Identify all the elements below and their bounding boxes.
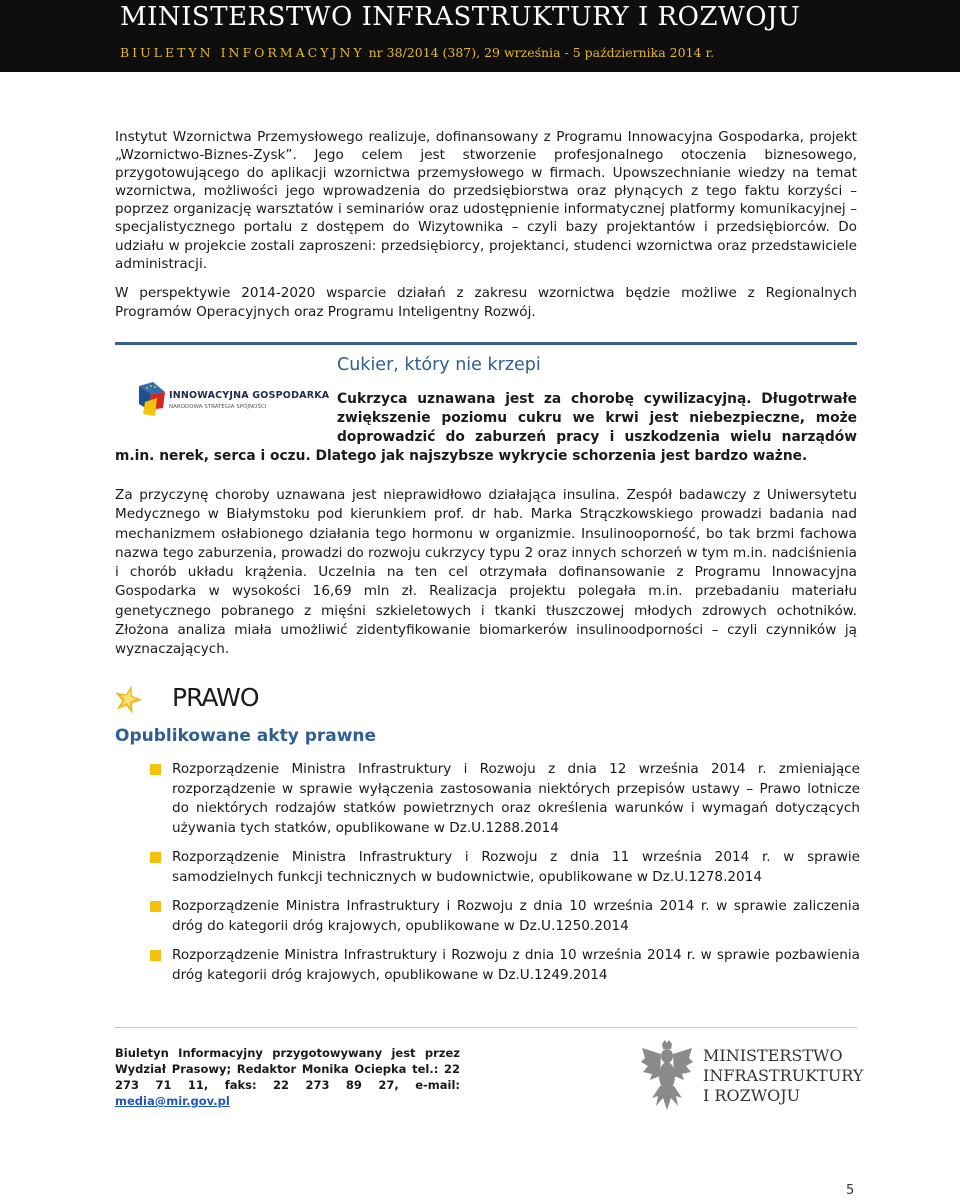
legal-act-text: Rozporządzenie Ministra Infrastruktury i Rozwoju z dnia 11 września 2014 r. w sprawie samodzielnych funkcji technicznych w budownictwie, opublikowane w Dz.U.1278.2014: [172, 849, 860, 885]
list-item: [150, 760, 860, 838]
ministry-logo-line-1: MINISTERSTWO: [703, 1046, 843, 1065]
ig-logo-subtitle: NARODOWA STRATEGIA SPÓJNOŚCI: [169, 404, 267, 410]
list-item: [150, 848, 860, 887]
square-bullet-icon: [150, 764, 161, 775]
footer-info-text: Biuletyn Informacyjny przygotowywany jest przez Wydział Prasowy; Redaktor Monika Ociepka tel.: 22 273 71 11, faks: 22 273 89 27, e-mail:: [115, 1046, 460, 1092]
header-bar: [0, 0, 960, 72]
square-bullet-icon: [150, 852, 161, 863]
footer-divider: [115, 1027, 857, 1028]
email-link[interactable]: media@mir.gov.pl: [115, 1094, 230, 1108]
intro-paragraph: Instytut Wzornictwa Przemysłowego realizuje, dofinansowany z Programu Innowacyjna Gospodarka, projekt „Wzornictwo-Biznes-Zysk”. Jego celem jest stworzenie profesjonalnego otoczenia biznesowego, przygotowującego do aplikacji wzornictwa przemysłowego w firmach. Upowszechnianie wiedzy na temat wzornictwa, możliwości jego wprowadzenia do przedsiębiorstwa oraz płynących z tego faktu korzyści – poprzez organizację warsztatów i seminariów oraz udostępnienie informatycznej platformy komunikacyjnej – specjalistycznego portalu z dostępem do Wizytownika – czyli bazy projektantów i przedsiębiorców. Do udziału w projekcie zostali zaproszeni: przedsiębiorcy, projektanci, studenci wzornictwa oraz przedstawiciele administracji.: [115, 129, 857, 272]
ig-logo-name: INNOWACYJNA GOSPODARKA: [169, 390, 330, 401]
eagle-emblem-icon: [640, 1040, 694, 1114]
article-body: Za przyczynę choroby uznawana jest nieprawidłowo działająca insulina. Zespół badawczy z Uniwersytetu Medycznego w Białymstoku pod kierunkiem prof. dr hab. Marka Strączkowskiego prowadzi badania nad mechanizmem osłabionego działania tego hormonu w organizmie. Insulinooporność, bo tak brzmi fachowa nazwa tego zaburzenia, prowadzi do rozwoju cukrzycy typu 2 oraz innych schorzeń w tym m.in. nadciśnienia i chorób układu krążenia. Uczelnia na ten cel otrzymała dofinansowanie z Programu Innowacyjna Gospodarka w wysokości 16,69 mln zł. Realizacja projektu polegała m.in. przebadaniu materiału genetycznego pobranego z mięśni szkieletowych i tkanki tłuszczowej młodych zdrowych ochotników. Złożona analiza miała umożliwić zidentyfikowanie biomarkerów insulinoodporności – czyli czynników ją wyznaczających.: [115, 487, 857, 658]
square-bullet-icon: [150, 950, 161, 961]
star-icon: [113, 684, 143, 714]
bulletin-issue-line: [120, 45, 714, 60]
legal-act-text: Rozporządzenie Ministra Infrastruktury i Rozwoju z dnia 10 września 2014 r. w sprawie pozbawienia dróg kategorii dróg krajowych, opublikowane w Dz.U.1249.2014: [172, 947, 860, 983]
legal-act-text: Rozporządzenie Ministra Infrastruktury i Rozwoju z dnia 12 września 2014 r. zmieniające rozporządzenie w sprawie wyłączenia zastosowania niektórych przepisów ustawy – Prawo lotnicze do niektórych rodzajów statków powietrznych oraz określenia warunków i wymagań dotyczących używania tych statków, opublikowane w Dz.U.1288.2014: [172, 761, 860, 836]
ministry-footer-logo: [703, 1046, 873, 1106]
legal-acts-list: [150, 760, 860, 995]
legal-act-text: Rozporządzenie Ministra Infrastruktury i Rozwoju z dnia 10 września 2014 r. w sprawie zaliczenia dróg do kategorii dróg krajowych, opublikowane w Dz.U.1250.2014: [172, 898, 860, 934]
page-number: 5: [846, 1183, 855, 1198]
law-section-title: PRAWO: [172, 683, 259, 712]
article-lead: [115, 390, 857, 466]
ministry-logo-line-3: I ROZWOJU: [703, 1086, 801, 1105]
ministry-title: MINISTERSTWO INFRASTRUKTURY I ROZWOJU: [120, 2, 801, 32]
bulletin-issue: nr 38/2014 (387), 29 września - 5 października 2014 r.: [368, 45, 715, 60]
ministry-logo-line-2: INFRASTRUKTURY: [703, 1066, 864, 1085]
perspective-paragraph: W perspektywie 2014-2020 wsparcie działań z zakresu wzornictwa będzie możliwe z Regionalnych Programów Operacyjnych oraz Programu Inteligentny Rozwój.: [115, 285, 857, 320]
bulletin-label: BIULETYN INFORMACYJNY: [120, 45, 365, 60]
published-acts-heading: Opublikowane akty prawne: [115, 726, 377, 746]
footer-info: [115, 1045, 460, 1109]
square-bullet-icon: [150, 901, 161, 912]
list-item: [150, 897, 860, 936]
list-item: [150, 946, 860, 985]
article-lead-text: Cukrzyca uznawana jest za chorobę cywilizacyjną. Długotrwałe zwiększenie poziomu cukru we krwi jest niebezpieczne, może doprowadzić do zaburzeń pracy i uszkodzenia wielu narządów m.in. nerek, serca i oczu. Dlatego jak najszybsze wykrycie schorzenia jest bardzo ważne.: [115, 391, 857, 464]
article-title: Cukier, który nie krzepi: [337, 355, 541, 375]
section-divider: [115, 342, 857, 345]
